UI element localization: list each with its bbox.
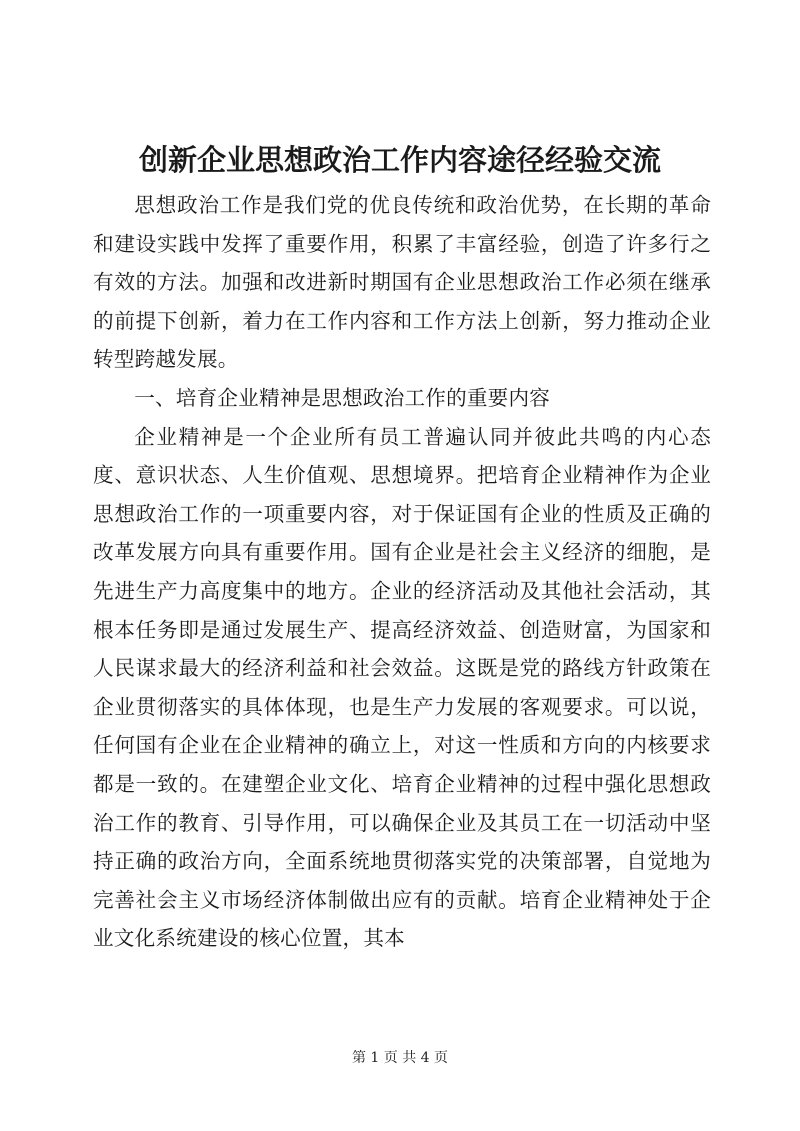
paragraph-enterprise-spirit: 企业精神是一个企业所有员工普遍认同并彼此共鸣的内心态度、意识状态、人生价值观、思想境界。把培育企业精神作为企业思想政治工作的一项重要内容，对于保证国有企业的性质及正确的改革发展方向具有重要作用。国有企业是社会主义经济的细胞，是先进生产力高度集中的地方。企业的经济活动及其他社会活动，其根本任务即是通过发展生产、提高经济效益、创造财富，为国家和人民谋求最大的经济利益和社会效益。这既是党的路线方针政策在企业贯彻落实的具体体现，也是生产力发展的客观要求。可以说，任何国有企业在企业精神的确立上，对这一性质和方向的内核要求都是一致的。在建塑企业文化、培育企业精神的过程中强化思想政治工作的教育、引导作用，可以确保企业及其员工在一切活动中坚持正确的政治方向，全面系统地贯彻落实党的决策部署，自觉地为完善社会主义市场经济体制做出应有的贡献。培育企业精神处于企业文化系统建设的核心位置，其本 bbox=[93, 424, 711, 951]
document-title: 创新企业思想政治工作内容途径经验交流 bbox=[138, 143, 661, 177]
page-footer: 第 1 页 共 4 页 bbox=[351, 1050, 449, 1066]
document-body bbox=[93, 186, 711, 958]
paragraph-intro: 思想政治工作是我们党的优良传统和政治优势，在长期的革命和建设实践中发挥了重要作用，积累了丰富经验，创造了许多行之有效的方法。加强和改进新时期国有企业思想政治工作必须在继承的前提下创新，着力在工作内容和工作方法上创新，努力推动企业转型跨越发展。 bbox=[93, 193, 711, 372]
section-heading-1: 一、培育企业精神是思想政治工作的重要内容 bbox=[134, 385, 551, 410]
